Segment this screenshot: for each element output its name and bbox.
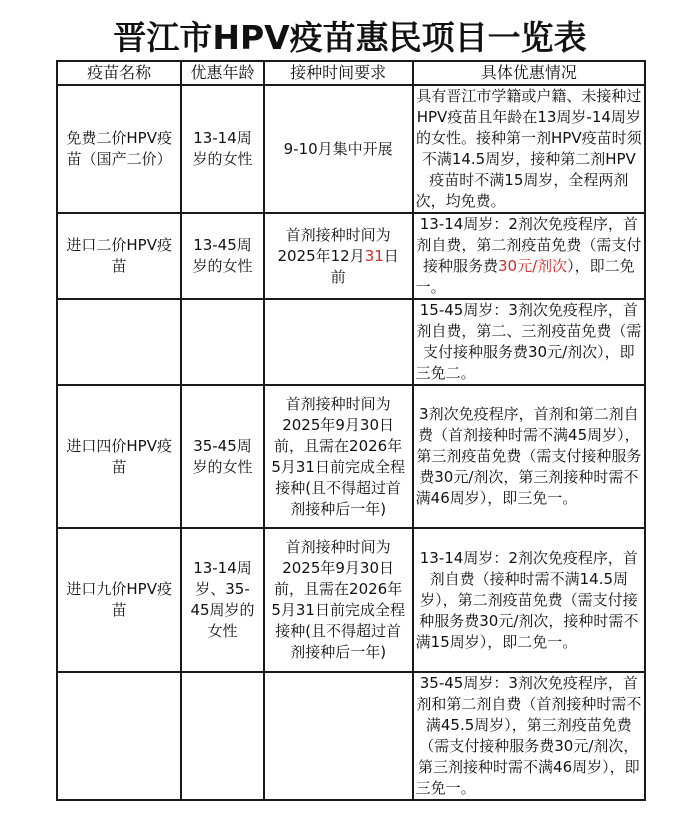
cell-detail <box>413 213 645 299</box>
table-row <box>57 299 645 385</box>
time-text-prefix: 首剂接种时间为2025年12月 <box>277 225 391 265</box>
hpv-program-table <box>56 60 646 801</box>
cell-detail: 13-14周岁：2剂次免疫程序，首剂自费（接种时需不满14.5周岁），第二剂疫苗免费（需支付接种服务费30元/剂次，接种时需不满15周岁），即二免一。 <box>413 528 645 672</box>
cell-time: 首剂接种时间为2025年9月30日前，且需在2026年5月31日前完成全程接种(且不得超过首剂接种后一年) <box>264 528 413 672</box>
cell-age: 13-14周岁、35-45周岁的女性 <box>181 528 263 672</box>
cell-time <box>264 299 413 385</box>
table-row <box>57 672 645 800</box>
page-title: 晋江市HPV疫苗惠民项目一览表 <box>113 18 587 57</box>
cell-time: 9-10月集中开展 <box>264 85 413 213</box>
cell-vaccine: 进口四价HPV疫苗 <box>57 385 181 528</box>
table-row <box>57 528 645 672</box>
table-row <box>57 385 645 528</box>
cell-detail: 15-45周岁：3剂次免疫程序，首剂自费，第二、三剂疫苗免费（需支付接种服务费30元/剂次），即三免二。 <box>413 299 645 385</box>
cell-vaccine: 免费二价HPV疫苗（国产二价） <box>57 85 181 213</box>
cell-vaccine <box>57 299 181 385</box>
cell-detail: 3剂次免疫程序，首剂和第二剂自费（首剂接种时需不满45周岁），第三剂疫苗免费（需支付接种服务费30元/剂次，第三剂接种时需不满46周岁），即三免一。 <box>413 385 645 528</box>
header-time-requirement: 接种时间要求 <box>264 61 413 85</box>
cell-time <box>264 672 413 800</box>
cell-age <box>181 299 263 385</box>
cell-vaccine: 进口二价HPV疫苗 <box>57 213 181 299</box>
cell-detail: 35-45周岁：3剂次免疫程序，首剂和第二剂自费（首剂接种时需不满45.5周岁），第三剂疫苗免费（需支付接种服务费30元/剂次，第三剂接种时需不满46周岁），即三免一。 <box>413 672 645 800</box>
time-highlight-date: 31 <box>364 246 384 265</box>
cell-vaccine: 进口九价HPV疫苗 <box>57 528 181 672</box>
cell-age <box>181 672 263 800</box>
detail-text-prefix: 13-14周岁：2剂次免疫程序，首剂自费，第二剂疫苗免费（需支付接种服务费 <box>416 215 642 275</box>
cell-vaccine <box>57 672 181 800</box>
detail-highlight-fee: 30元/剂次 <box>498 257 568 275</box>
cell-detail: 具有晋江市学籍或户籍、未接种过HPV疫苗且年龄在13周岁-14周岁的女性。接种第一剂HPV疫苗时须不满14.5周岁，接种第二剂HPV疫苗时不满15周岁，全程两剂次，均免费。 <box>413 85 645 213</box>
cell-age: 35-45周岁的女性 <box>181 385 263 528</box>
table-row <box>57 85 645 213</box>
header-discount-details: 具体优惠情况 <box>413 61 645 85</box>
time-text-suffix: 日前 <box>330 246 399 286</box>
table-row <box>57 213 645 299</box>
detail-text-suffix: ），即二免一。 <box>415 257 635 296</box>
cell-time: 首剂接种时间为2025年9月30日前，且需在2026年5月31日前完成全程接种(且不得超过首剂接种后一年) <box>264 385 413 528</box>
cell-time <box>264 213 413 299</box>
header-vaccine-name: 疫苗名称 <box>57 61 181 85</box>
table-header-row <box>57 61 645 85</box>
cell-age: 13-14周岁的女性 <box>181 85 263 213</box>
header-eligible-age: 优惠年龄 <box>181 61 263 85</box>
cell-age: 13-45周岁的女性 <box>181 213 263 299</box>
